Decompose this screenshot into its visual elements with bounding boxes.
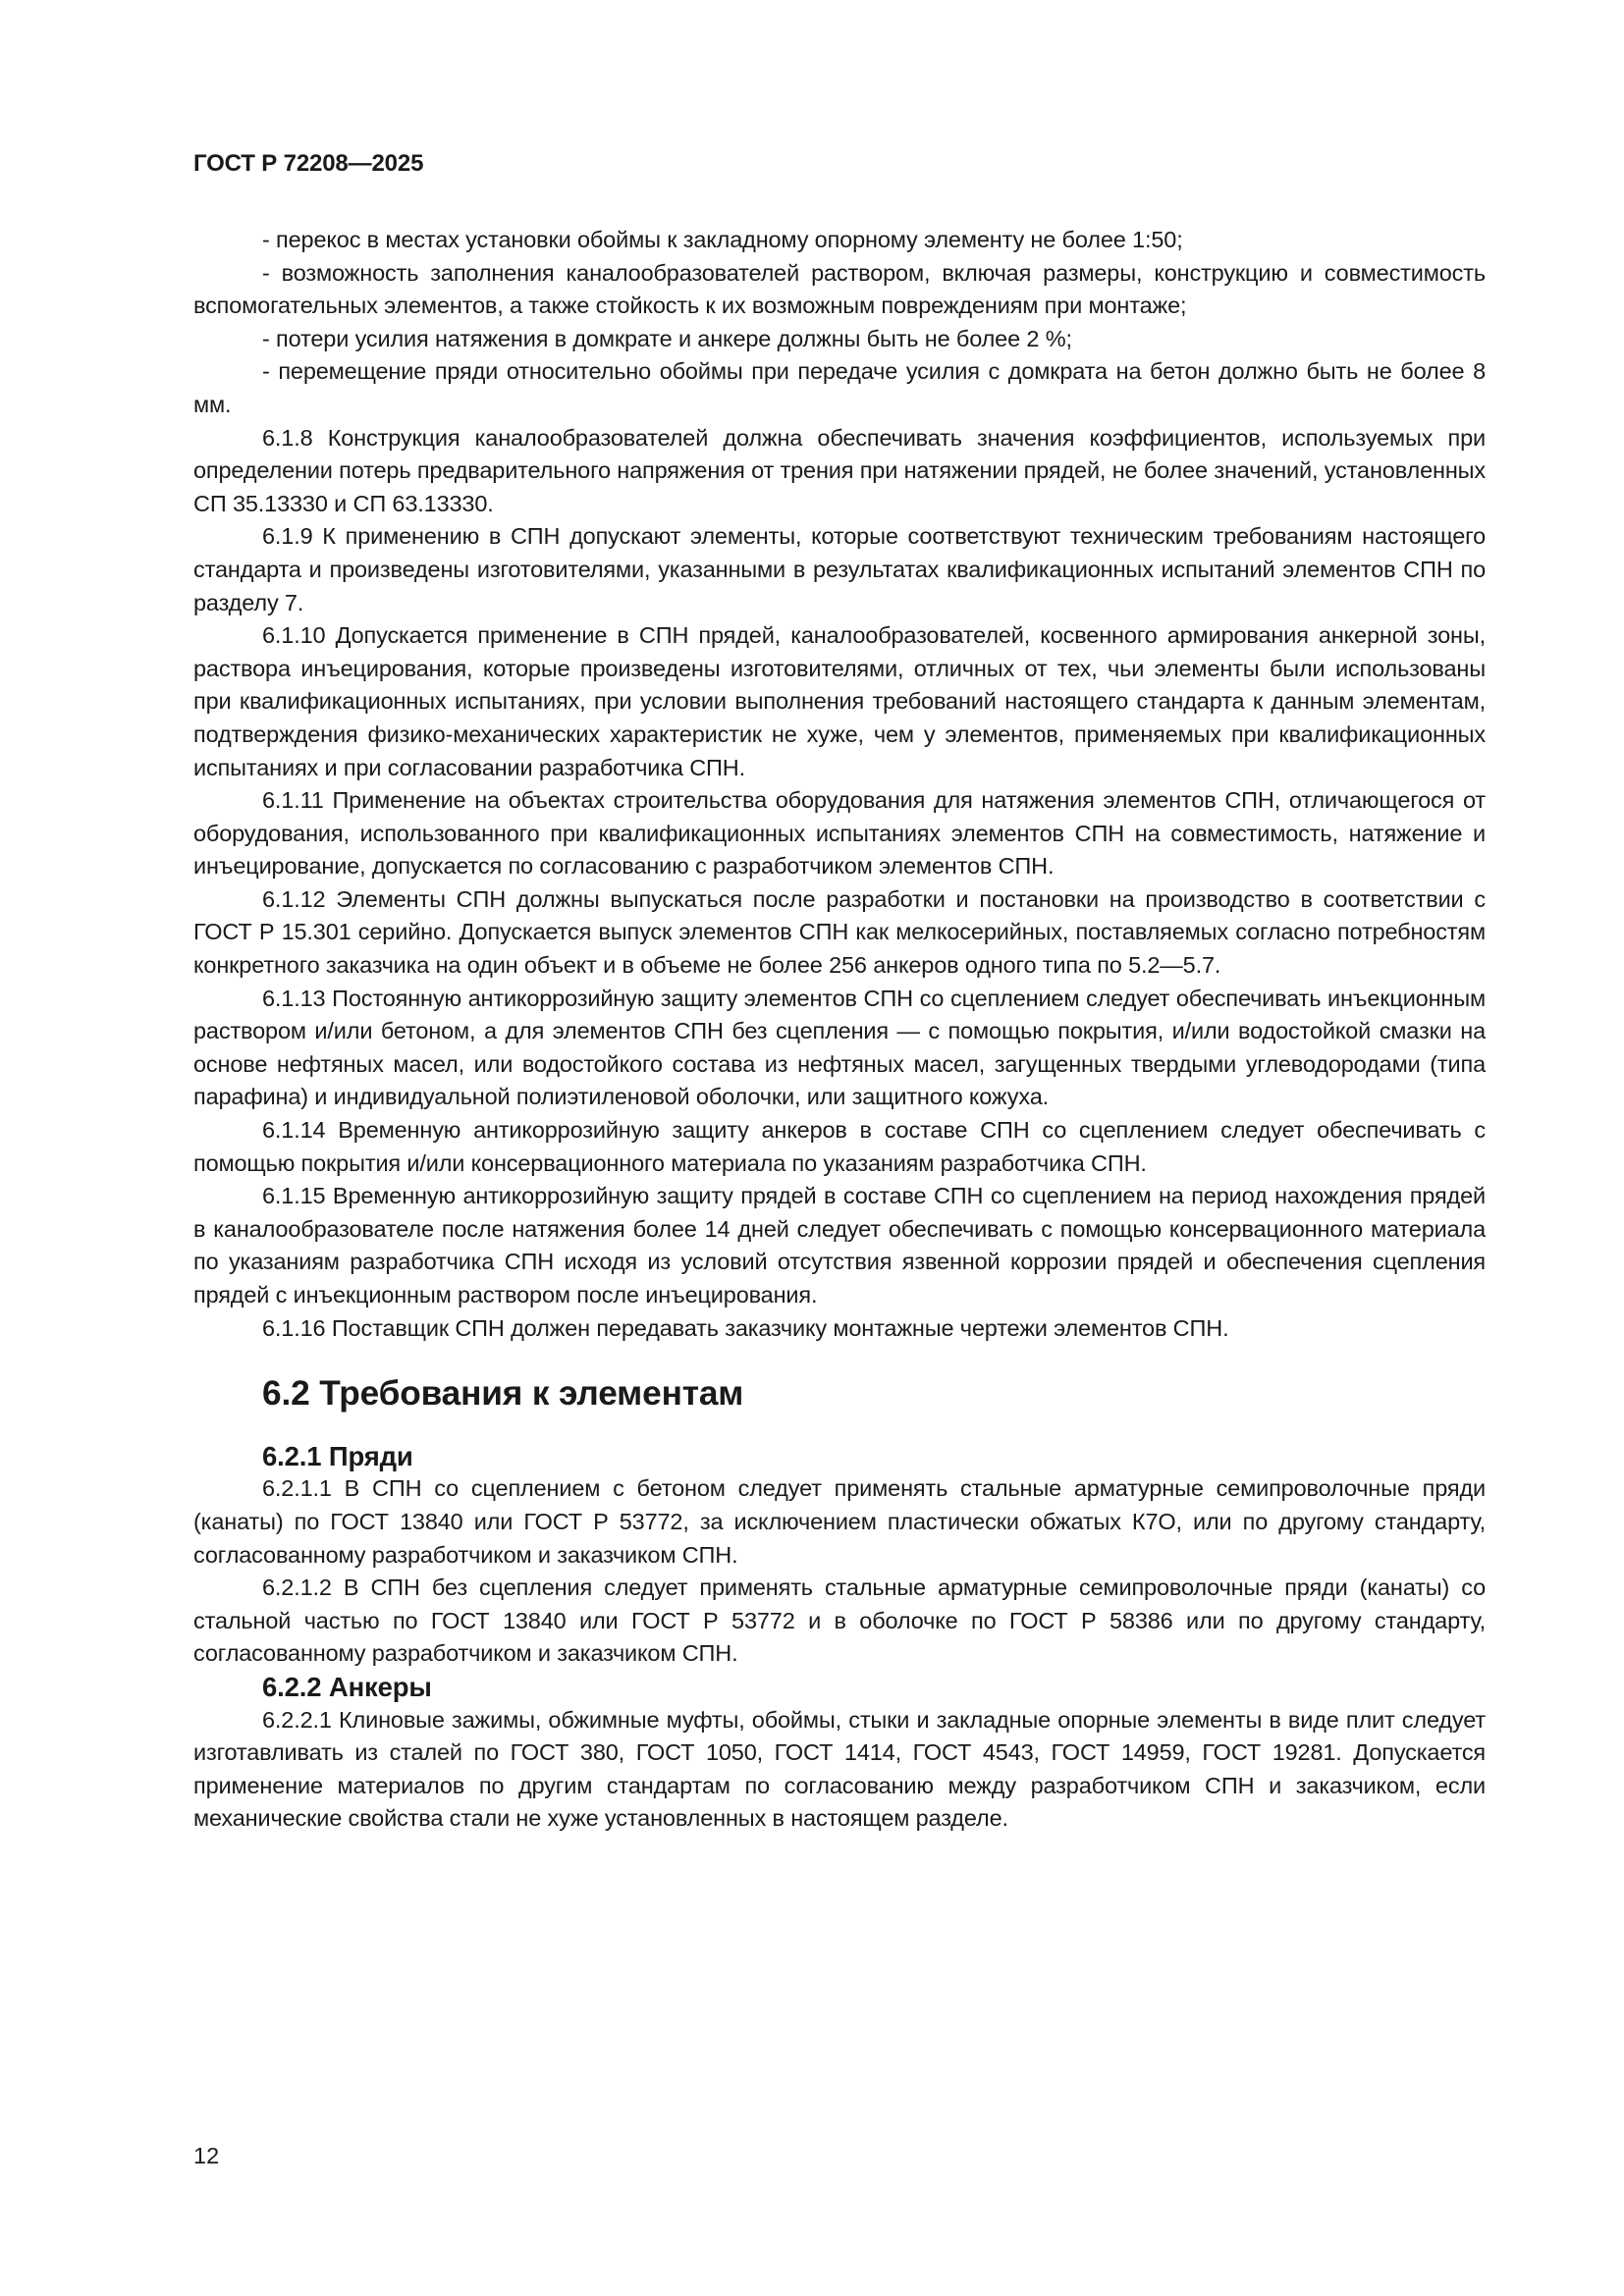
clause-6-2-2-1: 6.2.2.1 Клиновые зажимы, обжимные муфты, обоймы, стыки и закладные опорные элементы в виде плит следует изготавливать из сталей по ГОСТ 380, ГОСТ 1050, ГОСТ 1414, ГОСТ 4543, ГОСТ 14959, ГОСТ 19281. Допускается применение материалов по другим стандартам по согласованию между разработчиком СПН и заказчиком, если механические свойства стали не хуже установленных в настоящем разделе. bbox=[193, 1706, 1486, 1832]
clause-6-1-12: 6.1.12 Элементы СПН должны выпускаться после разработки и постановки на производство в соответствии с ГОСТ Р 15.301 серийно. Допускается выпуск элементов СПН как мелкосерийных, поставляемых согласно потребностям конкретного заказчика на один объект и в объеме не более 256 анкеров одного типа по 5.2—5.7. bbox=[193, 885, 1486, 979]
clause-6-1-8: 6.1.8 Конструкция каналообразователей должна обеспечивать значения коэффициентов, используемых при определении потерь предварительного напряжения от трения при натяжении прядей, не более значений, установленных СП 35.13330 и СП 63.13330. bbox=[193, 424, 1486, 516]
list-item: - перемещение пряди относительно обоймы при передаче усилия с домкрата на бетон должно быть не более 8 мм. bbox=[193, 358, 1486, 417]
clause-6-1-14: 6.1.14 Временную антикоррозийную защиту анкеров в составе СПН со сцеплением следует обеспечивать с помощью покрытия и/или консервационного материала по указаниям разработчика СПН. bbox=[193, 1117, 1486, 1176]
clause-6-1-9: 6.1.9 К применению в СПН допускают элементы, которые соответствуют техническим требованиям настоящего стандарта и произведены изготовителями, указанными в результатах квалификационных испытаний элементов СПН по разделу 7. bbox=[193, 523, 1486, 615]
clause-6-1-16: 6.1.16 Поставщик СПН должен передавать заказчику монтажные чертежи элементов СПН. bbox=[262, 1314, 1229, 1341]
subsection-heading-6-2-2: 6.2.2 Анкеры bbox=[262, 1671, 432, 1702]
clause-6-1-11: 6.1.11 Применение на объектах строительства оборудования для натяжения элементов СПН, отличающегося от оборудования, использованного при квалификационных испытаниях элементов СПН на совместимость, натяжение и инъецирование, допускается по согласованию с разработчиком элементов СПН. bbox=[193, 787, 1486, 880]
list-item: - возможность заполнения каналообразователей раствором, включая размеры, конструкцию и совместимость вспомогательных элементов, а также стойкость к их возможным повреждениям при монтаже; bbox=[193, 259, 1486, 319]
clause-6-1-13: 6.1.13 Постоянную антикоррозийную защиту элементов СПН со сцеплением следует обеспечивать инъекционным раствором и/или бетоном, а для элементов СПН без сцепления — с помощью покрытия, и/или водостойкой смазки на основе нефтяных масел, или водостойкого состава из нефтяных масел, загущенных твердыми углеводородами (типа парафина) и индивидуальной полиэтиленовой оболочки, или защитного кожуха. bbox=[193, 985, 1486, 1110]
clause-6-2-1-1: 6.2.1.1 В СПН со сцеплением с бетоном следует применять стальные арматурные семипроволочные пряди (канаты) по ГОСТ 13840 или ГОСТ Р 53772, за исключением пластически обжатых К7О, или по другому стандарту, согласованному разработчиком и заказчиком СПН. bbox=[193, 1475, 1486, 1568]
list-item: - потери усилия натяжения в домкрате и анкере должны быть не более 2 %; bbox=[262, 325, 1072, 351]
clause-6-1-10: 6.1.10 Допускается применение в СПН прядей, каналообразователей, косвенного армирования анкерной зоны, раствора инъецирования, которые произведены изготовителями, отличных от тех, чьи элементы были использованы при квалификационных испытаниях, при условии выполнения требований настоящего стандарта к данным элементам, подтверждения физико-механических характеристик не хуже, чем у элементов, применяемых при квалификационных испытаниях и при согласовании разработчика СПН. bbox=[193, 622, 1486, 780]
clause-6-2-1-2: 6.2.1.2 В СПН без сцепления следует применять стальные арматурные семипроволочные пряди (канаты) со стальной частью по ГОСТ 13840 или ГОСТ Р 53772 и в оболочке по ГОСТ Р 58386 или по другому стандарту, согласованному разработчиком и заказчиком СПН. bbox=[193, 1575, 1486, 1667]
section-heading-6-2: 6.2 Требования к элементам bbox=[262, 1374, 744, 1414]
subsection-heading-6-2-1: 6.2.1 Пряди bbox=[262, 1440, 413, 1471]
document-page bbox=[193, 147, 1486, 1836]
document-header: ГОСТ Р 72208—2025 bbox=[193, 150, 424, 177]
page-number: 12 bbox=[193, 2143, 220, 2168]
list-item: - перекос в местах установки обоймы к закладному опорному элементу не более 1:50; bbox=[262, 227, 1183, 252]
clause-6-1-15: 6.1.15 Временную антикоррозийную защиту прядей в составе СПН со сцеплением на период нахождения прядей в каналообразователе после натяжения более 14 дней следует обеспечивать с помощью консервационного материала по указаниям разработчика СПН исходя из условий отсутствия язвенной коррозии прядей и обеспечения сцепления прядей с инъекционным раствором после инъецирования. bbox=[193, 1183, 1486, 1308]
